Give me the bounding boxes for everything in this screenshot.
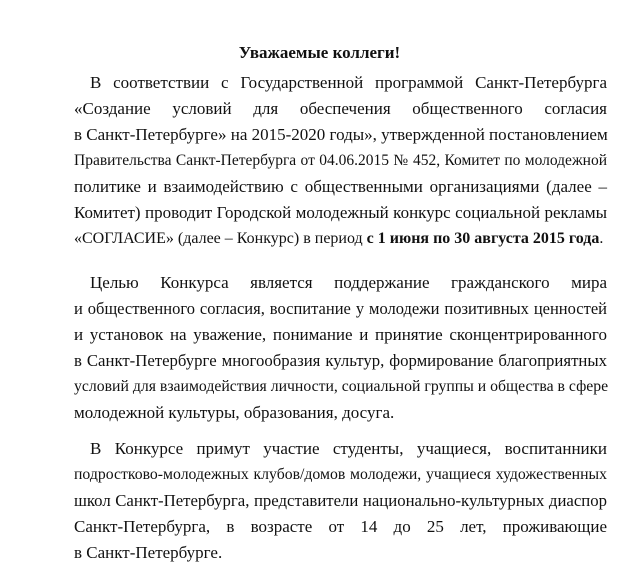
paragraph-2-line-5: условий для взаимодействия личности, социальной группы и общества в сфере — [74, 378, 609, 395]
paragraph-3-line-2: подростково-молодежных клубов/домов молодежи, учащиеся художественных — [74, 466, 607, 483]
paragraph-2-line-4: в Санкт-Петербурге многообразия культур, формирование благоприятных — [74, 351, 607, 370]
paragraph-1-line-7 — [74, 226, 607, 252]
paragraph-3-line-1: В Конкурсе примут участие студенты, учащиеся, воспитанники — [90, 439, 607, 458]
contest-period: с 1 июня по 30 августа 2015 года — [366, 230, 600, 247]
paragraph-2-line-3: и установок на уважение, понимание и принятие сконцентрированного — [74, 325, 607, 344]
paragraph-1-line-6: Комитет) проводит Городской молодежный конкурс социальной рекламы — [74, 203, 607, 222]
paragraph-2-line-2: и общественного согласия, воспитание у молодежи позитивных ценностей — [74, 299, 607, 318]
paragraph-1-line-1: В соответствии с Государственной программой Санкт-Петербурга — [90, 73, 607, 92]
paragraph-1-last-suffix: . — [599, 230, 604, 247]
paragraph-3-line-4: Санкт-Петербурга, в возрасте от 14 до 25 лет, проживающие — [74, 517, 607, 536]
paragraph-3-line-3: школ Санкт-Петербурга, представители национально-культурных диаспор — [74, 491, 607, 510]
paragraph-1-line-5: политике и взаимодействию с общественными организациями (далее – — [74, 177, 607, 196]
paragraph-1-last-prefix: «СОГЛАСИЕ» (далее – Конкурс) в период — [74, 230, 367, 247]
paragraph-1-line-3: в Санкт-Петербурге» на 2015-2020 годы», утвержденной постановлением — [74, 125, 608, 144]
paragraph-1-line-4: Правительства Санкт-Петербурга от 04.06.2015 № 452, Комитет по молодежной — [74, 152, 607, 169]
paragraph-1-line-2: «Создание условий для обеспечения общественного согласия — [74, 99, 607, 118]
paragraph-3-line-5: в Санкт-Петербурге. — [74, 543, 223, 562]
paragraph-2-line-6: молодежной культуры, образования, досуга. — [74, 403, 395, 422]
paragraph-2-line-1: Целью Конкурса является поддержание гражданского мира — [90, 273, 607, 292]
document-title: Уважаемые коллеги! — [238, 43, 401, 62]
